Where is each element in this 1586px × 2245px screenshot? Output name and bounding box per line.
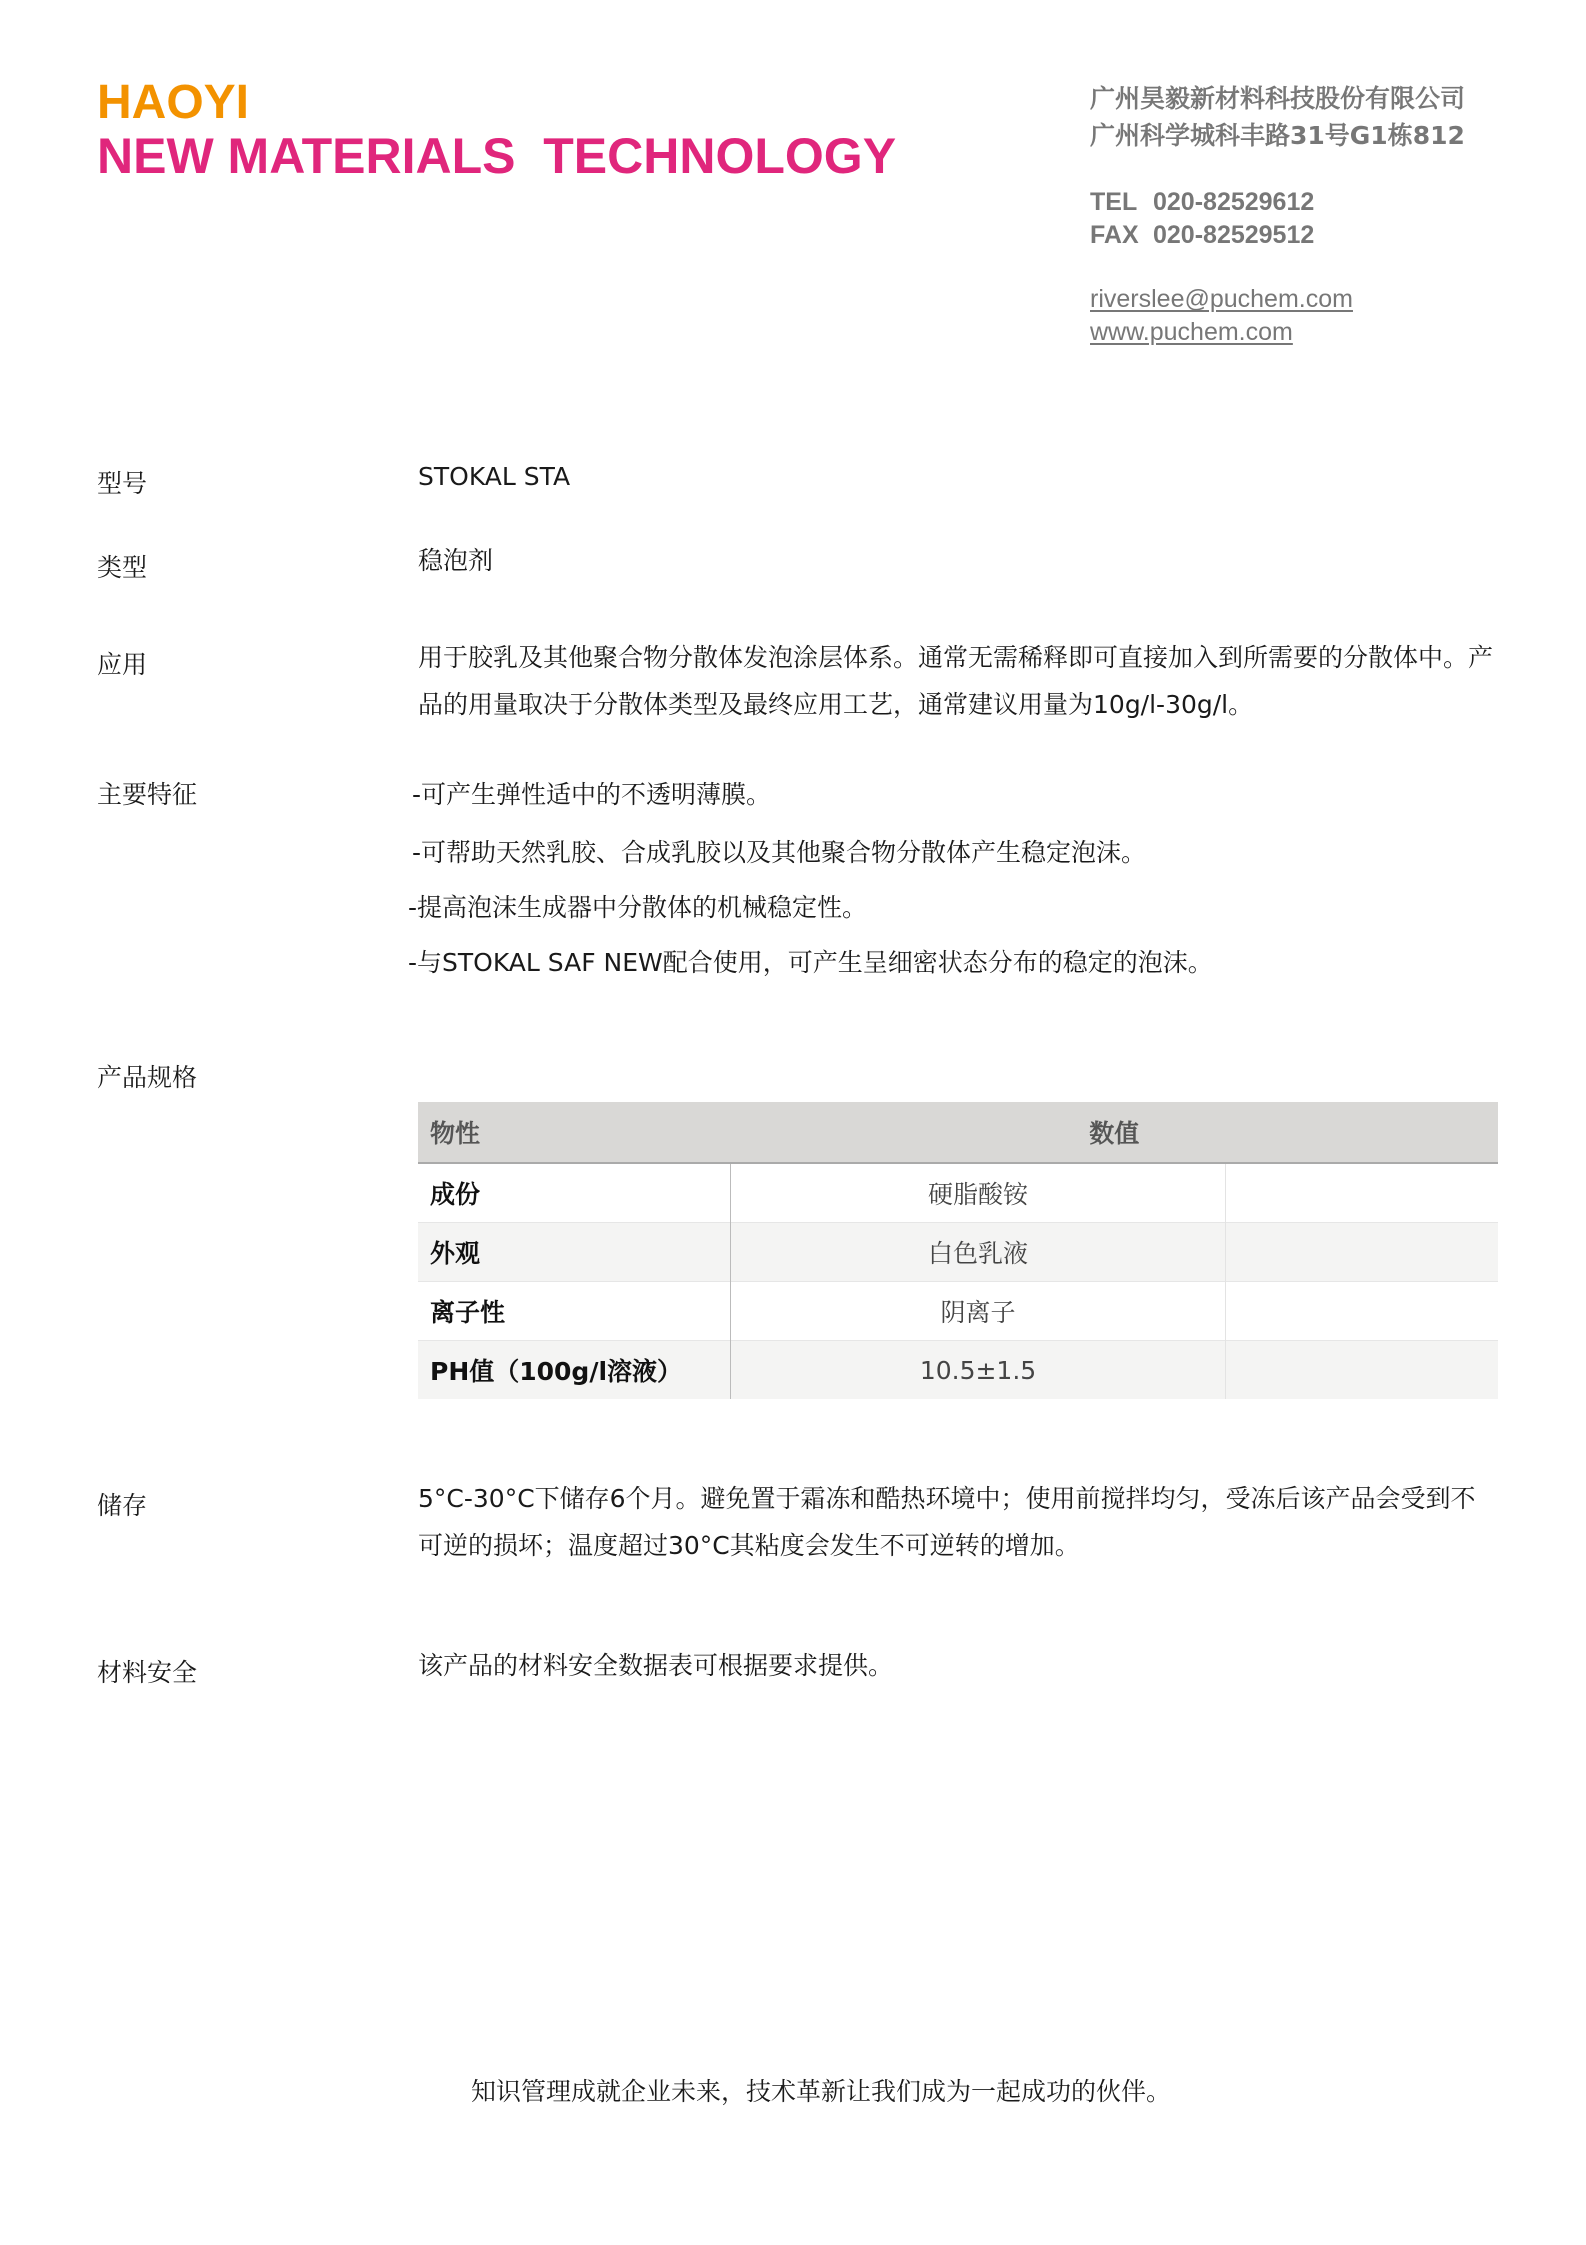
spec-table	[418, 1102, 1498, 1399]
company-info	[1090, 80, 1465, 154]
feature-item: -提高泡沫生成器中分散体的机械稳定性。	[408, 893, 868, 922]
fax-line	[1090, 219, 1314, 252]
table-row	[418, 1163, 1498, 1223]
brand-name: HAOYI	[97, 76, 250, 129]
spec-empty-cell	[1226, 1282, 1499, 1341]
spec-empty-cell	[1226, 1341, 1499, 1400]
tel-label: TEL	[1090, 188, 1138, 216]
feature-item: -可产生弹性适中的不透明薄膜。	[412, 780, 772, 809]
website-link[interactable]: www.puchem.com	[1090, 318, 1293, 346]
features-label: 主要特征	[97, 780, 198, 809]
footer-slogan: 知识管理成就企业未来，技术革新让我们成为一起成功的伙伴。	[470, 2077, 1171, 2106]
safety-label: 材料安全	[97, 1658, 198, 1687]
fax-value: 020-82529512	[1153, 221, 1315, 249]
contact-info	[1090, 186, 1314, 252]
spec-header-property: 物性	[418, 1102, 731, 1163]
email-link[interactable]: riverslee@puchem.com	[1090, 285, 1353, 313]
spec-property: 外观	[418, 1223, 731, 1282]
storage-value: 5°C-30°C下储存6个月。避免置于霜冻和酷热环境中；使用前搅拌均匀，受冻后该产品会受到不可逆的损坏；温度超过30°C其粘度会发生不可逆转的增加。	[418, 1484, 1476, 1560]
spec-value: 阴离子	[731, 1282, 1226, 1341]
storage-label: 储存	[97, 1491, 148, 1520]
tel-value: 020-82529612	[1153, 188, 1315, 216]
table-row	[418, 1223, 1498, 1282]
application-value: 用于胶乳及其他聚合物分散体发泡涂层体系。通常无需稀释即可直接加入到所需要的分散体中。产品的用量取决于分散体类型及最终应用工艺，通常建议用量为10g/l-30g/l。	[418, 643, 1494, 719]
fax-label: FAX	[1090, 221, 1139, 249]
tel-line	[1090, 186, 1314, 219]
spec-property: PH值（100g/l溶液）	[418, 1341, 731, 1400]
spec-value: 10.5±1.5	[731, 1341, 1226, 1400]
feature-item: -可帮助天然乳胶、合成乳胶以及其他聚合物分散体产生稳定泡沫。	[412, 838, 1147, 867]
spec-empty-cell	[1226, 1163, 1499, 1223]
brand-logo	[97, 78, 896, 184]
spec-value: 硬脂酸铵	[731, 1163, 1226, 1223]
company-address: 广州科学城科丰路31号G1栋812	[1090, 121, 1465, 150]
type-label: 类型	[97, 553, 148, 582]
model-value: STOKAL STA	[418, 462, 571, 491]
feature-item: -与STOKAL SAF NEW配合使用，可产生呈细密状态分布的稳定的泡沫。	[408, 948, 1213, 977]
company-name: 广州昊毅新材料科技股份有限公司	[1090, 84, 1466, 113]
spec-property: 成份	[418, 1163, 731, 1223]
spec-value: 白色乳液	[731, 1223, 1226, 1282]
type-value: 稳泡剂	[418, 546, 494, 575]
spec-header-row	[418, 1102, 1498, 1163]
spec-empty-cell	[1226, 1223, 1499, 1282]
spec-label: 产品规格	[97, 1063, 198, 1092]
brand-subtitle: NEW MATERIALS TECHNOLOGY	[97, 128, 897, 184]
spec-header-value: 数值	[731, 1102, 1499, 1163]
safety-value: 该产品的材料安全数据表可根据要求提供。	[418, 1651, 894, 1680]
application-label: 应用	[97, 650, 148, 679]
table-row	[418, 1341, 1498, 1400]
contact-links	[1090, 283, 1353, 349]
table-row	[418, 1282, 1498, 1341]
spec-property: 离子性	[418, 1282, 731, 1341]
model-label: 型号	[97, 469, 148, 498]
